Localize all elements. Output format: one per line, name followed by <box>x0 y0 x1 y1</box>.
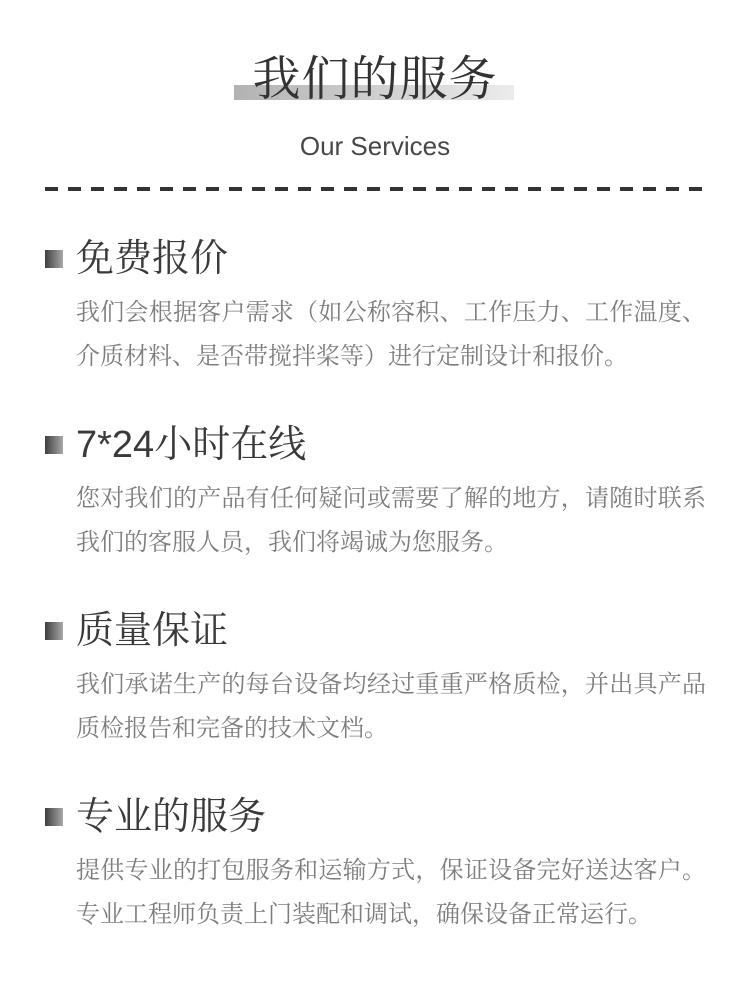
square-bullet-icon <box>45 622 63 640</box>
service-item-quality-assurance <box>45 612 705 751</box>
service-description: 我们承诺生产的每台设备均经过重重严格质检，并出具产品质检报告和完备的技术文档。 <box>76 671 706 742</box>
service-heading-row <box>45 240 705 278</box>
service-title: 7*24小时在线 <box>76 424 307 466</box>
service-item-professional-service <box>45 798 705 937</box>
square-bullet-icon <box>45 436 63 454</box>
section-header <box>0 0 750 161</box>
service-heading-row <box>45 798 705 836</box>
section-title-wrap <box>252 52 497 108</box>
service-item-free-quote <box>45 240 705 379</box>
service-title: 免费报价 <box>76 238 229 280</box>
section-title: 我们的服务 <box>252 53 498 106</box>
service-heading-row <box>45 612 705 650</box>
service-description: 我们会根据客户需求（如公称容积、工作压力、工作温度、介质材料、是否带搅拌桨等）进行定制设计和报价。 <box>76 299 706 370</box>
square-bullet-icon <box>45 808 63 826</box>
service-item-online-support <box>45 426 705 565</box>
section-subtitle: Our Services <box>299 131 451 161</box>
service-description: 您对我们的产品有任何疑问或需要了解的地方，请随时联系我们的客服人员，我们将竭诚为您服务。 <box>76 485 706 556</box>
service-title: 专业的服务 <box>76 796 267 838</box>
service-description: 提供专业的打包服务和运输方式，保证设备完好送达客户。专业工程师负责上门装配和调试，确保设备正常运行。 <box>76 857 706 928</box>
square-bullet-icon <box>45 250 63 268</box>
services-list <box>45 191 705 937</box>
service-heading-row <box>45 426 705 464</box>
service-title: 质量保证 <box>76 610 229 652</box>
